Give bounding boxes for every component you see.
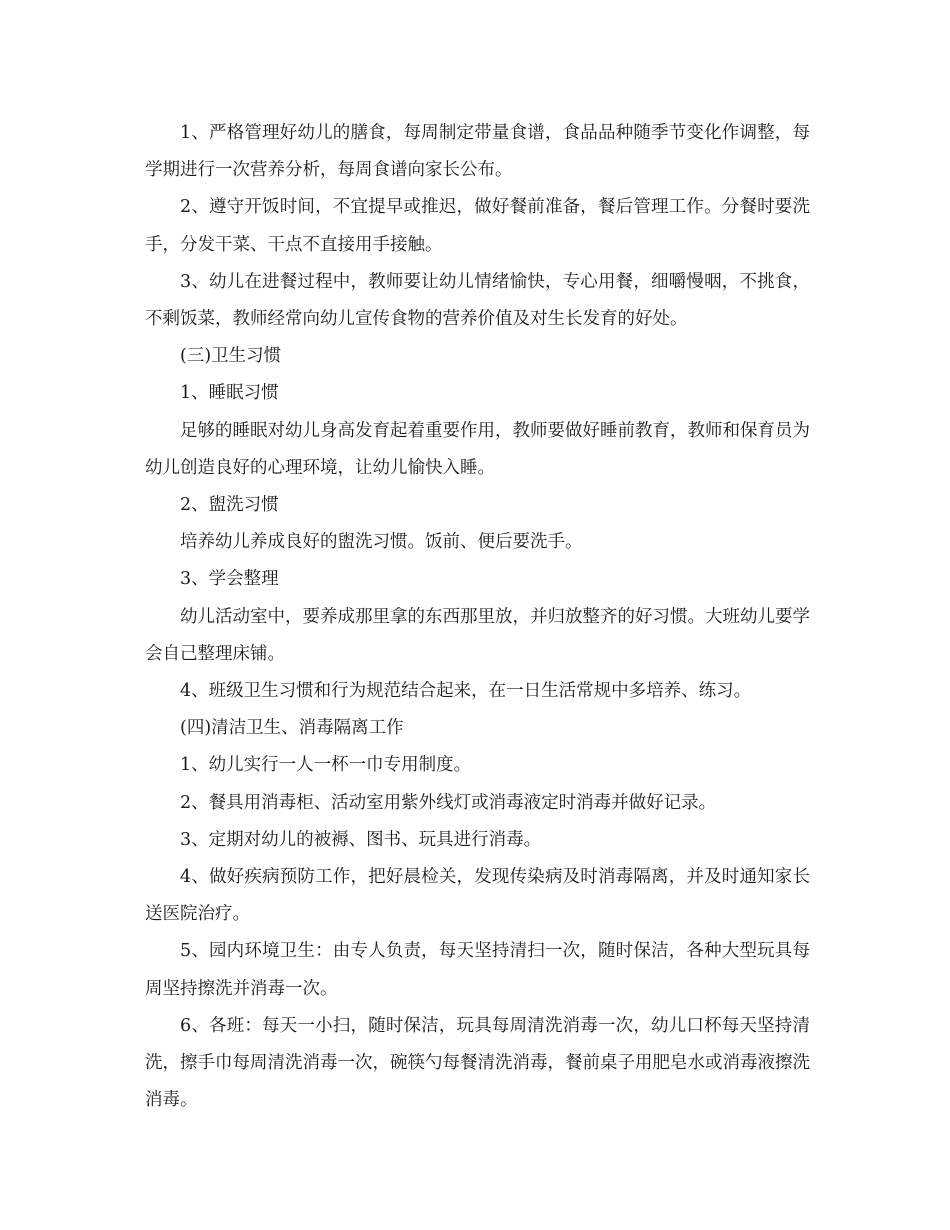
section-heading-hygiene-habits: (三)卫生习惯 xyxy=(180,346,282,367)
paragraph-class-cleaning: 6、各班：每天一小扫，随时保洁，玩具每周清洗消毒一次，幼儿口杯每天坚持清洗，擦手巾每周清洗消毒一次，碗筷勺每餐清洗消毒，餐前桌子用肥皂水或消毒液擦洗消毒。 xyxy=(145,1015,810,1111)
paragraph-campus-environment: 5、园内环境卫生：由专人负责，每天坚持清扫一次，随时保洁，各种大型玩具每周坚持擦洗并消毒一次。 xyxy=(145,941,810,999)
subheading-tidying: 3、学会整理 xyxy=(180,569,279,590)
paragraph-bedding-disinfection: 3、定期对幼儿的被褥、图书、玩具进行消毒。 xyxy=(180,829,542,850)
paragraph-meal-time: 2、遵守开饭时间，不宜提早或推迟，做好餐前准备，餐后管理工作。分餐时要洗手，分发干菜、干点不直接用手接触。 xyxy=(145,197,810,255)
paragraph-tableware-disinfection: 2、餐具用消毒柜、活动室用紫外线灯或消毒液定时消毒并做好记录。 xyxy=(180,792,717,813)
paragraph-dining-process: 3、幼儿在进餐过程中，教师要让幼儿情绪愉快，专心用餐，细嚼慢咽，不挑食，不剩饭菜，教师经常向幼儿宣传食物的营养价值及对生长发育的好处。 xyxy=(145,271,810,330)
paragraph-meal-management: 1、严格管理好幼儿的膳食，每周制定带量食谱，食品品种随季节变化作调整，每学期进行一次营养分析，每周食谱向家长公布。 xyxy=(145,123,810,181)
paragraph-tidying: 幼儿活动室中，要养成那里拿的东西那里放，并归放整齐的好习惯。大班幼儿要学会自己整理床铺。 xyxy=(145,606,810,664)
paragraph-sleep: 足够的睡眠对幼儿身高发育起着重要作用，教师要做好睡前教育，教师和保育员为幼儿创造良好的心理环境，让幼儿愉快入睡。 xyxy=(145,420,810,478)
paragraph-class-habits: 4、班级卫生习惯和行为规范结合起来，在一日生活常规中多培养、练习。 xyxy=(180,681,752,702)
subheading-sleep-habits: 1、睡眠习惯 xyxy=(180,383,279,404)
subheading-washing-habits: 2、盥洗习惯 xyxy=(180,495,279,516)
paragraph-cup-towel: 1、幼儿实行一人一杯一巾专用制度。 xyxy=(180,755,472,776)
paragraph-disease-prevention: 4、做好疾病预防工作，把好晨检关，发现传染病及时消毒隔离，并及时通知家长送医院治疗。 xyxy=(145,867,810,925)
paragraph-washing: 培养幼儿养成良好的盥洗习惯。饭前、便后要洗手。 xyxy=(180,532,583,553)
section-heading-cleaning-disinfection: (四)清洁卫生、消毒隔离工作 xyxy=(180,718,404,739)
document-body xyxy=(145,115,810,1119)
